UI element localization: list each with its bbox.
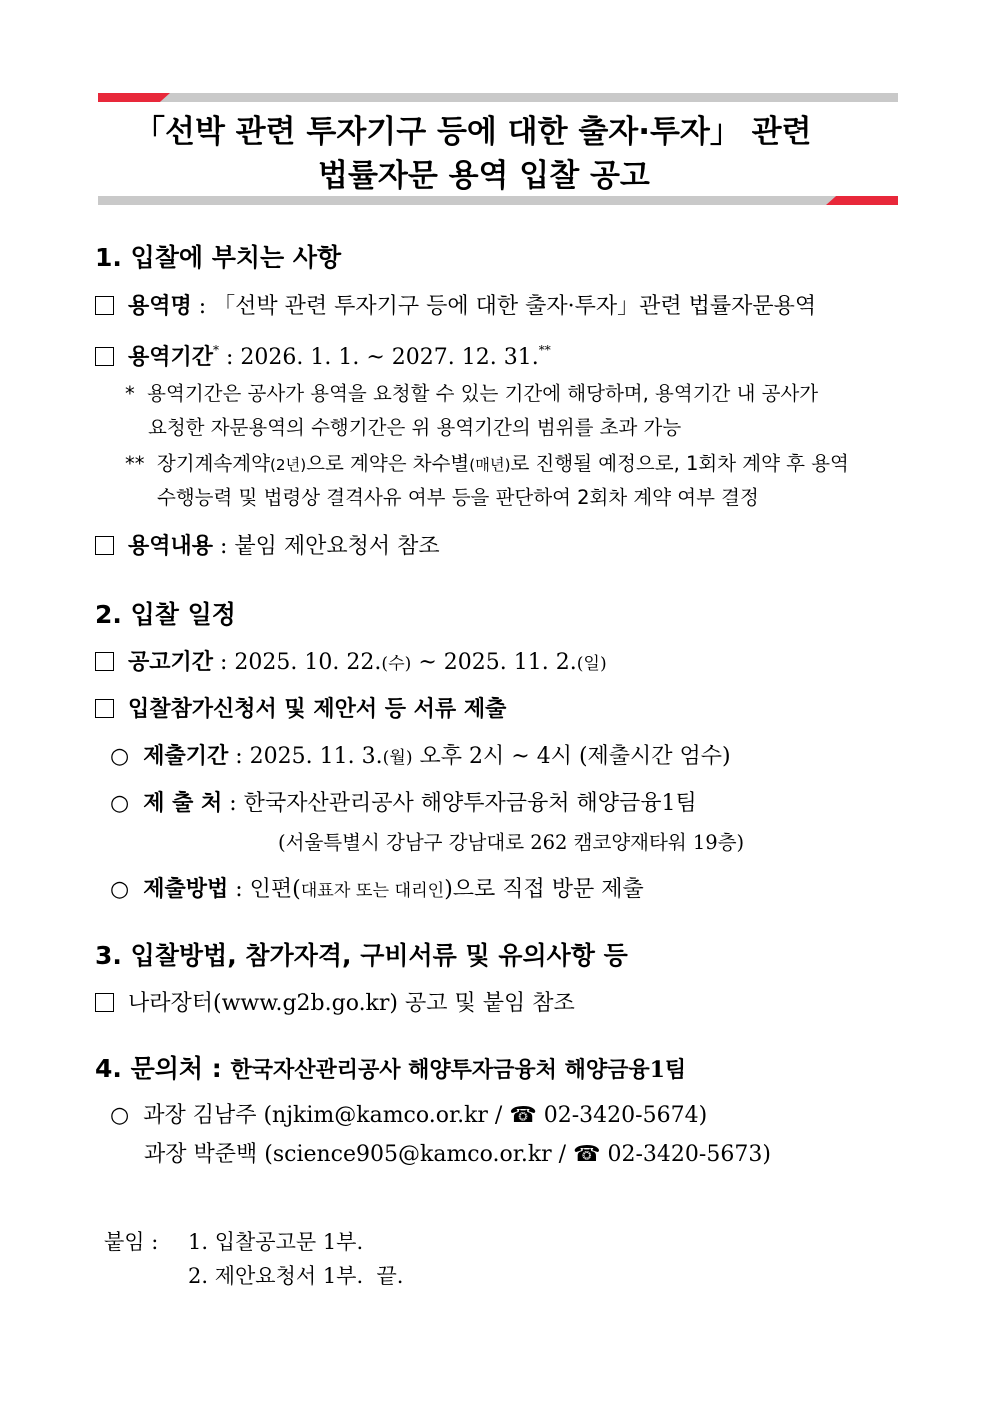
attachment-2: 2. 제안요청서 1부. 끝. [188, 1264, 404, 1288]
submission-row [95, 692, 506, 723]
section-2-heading: 2. 입찰 일정 [95, 600, 236, 629]
contact-2: 과장 박준백 (science905@kamco.or.kr / ☎ 02-3420-5673) [144, 1142, 771, 1167]
place-label: 제 출 처 [143, 790, 223, 816]
note-1-line-1: * 용역기간은 공사가 용역을 요청할 수 있는 기간에 해당하며, 용역기간 내 공사가 [125, 382, 819, 405]
place-address: (서울특별시 강남구 강남대로 262 캠코양재타워 19층) [278, 831, 745, 854]
bullet-icon: ○ [110, 1103, 130, 1128]
method-label: 제출방법 [143, 876, 229, 902]
phone-icon: ☎ [573, 1142, 601, 1167]
title-bottom-accent [826, 196, 898, 205]
title-top-bar [98, 93, 898, 102]
section-4-heading: 4. 문의처 : 한국자산관리공사 해양투자금융처 해양금융1팀 [95, 1054, 687, 1083]
service-name-label: 용역명 [128, 293, 192, 319]
place-value: : 한국자산관리공사 해양투자금융처 해양금융1팀 [229, 791, 697, 816]
place-row [110, 786, 697, 817]
note-2-line-2: 수행능력 및 법령상 결격사유 여부 등을 판단하여 2회차 계약 여부 결정 [157, 486, 759, 509]
title-line-2: 법률자문 용역 입찰 공고 [318, 158, 650, 194]
bullet-icon: ○ [110, 877, 130, 902]
phone-icon: ☎ [509, 1103, 537, 1128]
service-content-label: 용역내용 [128, 533, 214, 559]
contact-1: ○ 과장 김남주 (njkim@kamco.or.kr / ☎ 02-3420-5674) [110, 1103, 708, 1128]
section-1-heading: 1. 입찰에 부치는 사항 [95, 243, 342, 272]
end-mark: 끝. [376, 1264, 404, 1288]
service-name-value: 「선박 관련 투자기구 등에 대한 출자·투자」관련 법률자문용역 [213, 294, 817, 319]
submission-heading: 입찰참가신청서 및 제안서 등 서류 제출 [128, 696, 507, 722]
checkbox-icon [95, 652, 114, 671]
checkbox-icon [95, 993, 114, 1012]
note-2-line-1: ** 장기계속계약(2년)으로 계약은 차수별(매년)로 진행될 예정으로, 1회차 계약 후 용역 [125, 452, 849, 475]
service-content-value: : 붙임 제안요청서 참조 [220, 534, 440, 559]
bullet-icon: ○ [110, 791, 130, 816]
section-3-item: 나라장터(www.g2b.go.kr) 공고 및 붙임 참조 [95, 986, 575, 1017]
service-name-row: 용역명 : 「선박 관련 투자기구 등에 대한 출자·투자」관련 법률자문용역 [95, 289, 816, 320]
checkbox-icon [95, 699, 114, 718]
checkbox-icon [95, 347, 114, 366]
deadline-label: 제출기간 [143, 743, 229, 769]
attachments-label: 붙임 : [104, 1230, 159, 1254]
title-top-accent [98, 93, 170, 102]
checkbox-icon [95, 296, 114, 315]
note-1-line-2: 요청한 자문용역의 수행기간은 위 용역기간의 범위를 초과 가능 [148, 416, 682, 439]
title-line-1: 「선박 관련 투자기구 등에 대한 출자·투자」 관련 [134, 114, 812, 150]
method-row: ○ 제출방법 : 인편(대표자 또는 대리인)으로 직접 방문 제출 [110, 876, 644, 902]
notice-period-label: 공고기간 [128, 649, 214, 675]
service-period-row: 용역기간* : 2026. 1. 1. ~ 2027. 12. 31.** [95, 340, 551, 371]
deadline-row: ○ 제출기간 : 2025. 11. 3.(월) 오후 2시 ~ 4시 (제출시간 엄수) [110, 743, 731, 769]
title-bottom-bar [98, 196, 898, 205]
service-content-row [95, 529, 440, 560]
bullet-icon: ○ [110, 744, 130, 769]
checkbox-icon [95, 536, 114, 555]
notice-period-row: 공고기간 : 2025. 10. 22.(수) ~ 2025. 11. 2.(일) [95, 645, 607, 676]
section-3-heading: 3. 입찰방법, 참가자격, 구비서류 및 유의사항 등 [95, 941, 628, 970]
contact-org: 한국자산관리공사 해양투자금융처 해양금융1팀 [230, 1057, 687, 1083]
attachment-1: 1. 입찰공고문 1부. [188, 1230, 364, 1254]
service-period-label: 용역기간 [128, 344, 214, 370]
service-period-value: : 2026. 1. 1. ~ 2027. 12. 31. [226, 345, 539, 370]
